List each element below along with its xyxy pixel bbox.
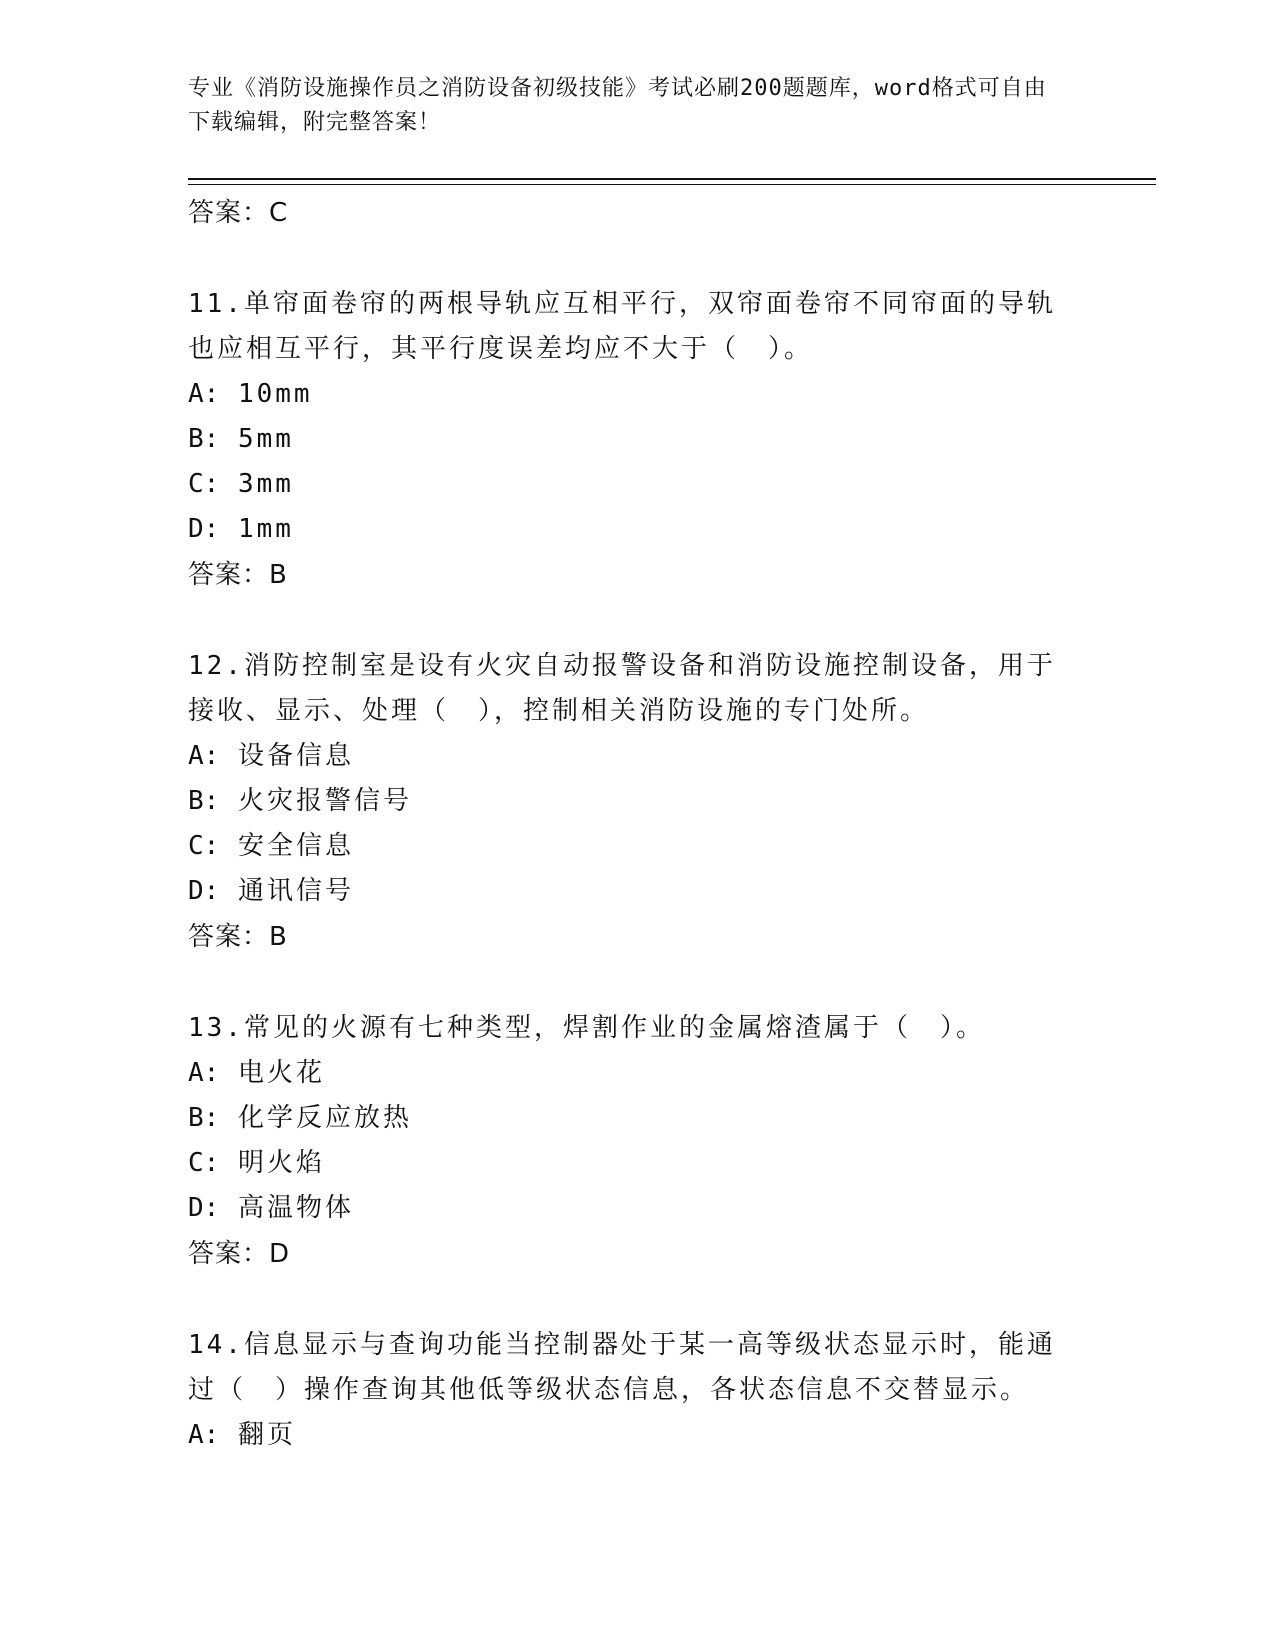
answer-line: 答案：D xyxy=(188,1239,291,1269)
option-label: B: xyxy=(188,424,220,454)
option-text: 5mm xyxy=(237,424,294,454)
option-label: C: xyxy=(188,1148,220,1178)
answer-line: 答案：C xyxy=(188,198,289,228)
question-stem: 13.常见的火源有七种类型，焊割作业的金属熔渣属于（ ）。 xyxy=(188,1013,985,1043)
option-text: 1mm xyxy=(237,514,294,544)
option-row xyxy=(188,507,1078,552)
header-divider xyxy=(188,178,1156,180)
option-text: 火灾报警信号 xyxy=(237,786,412,816)
question-stem: 11.单帘面卷帘的两根导轨应互相平行，双帘面卷帘不同帘面的导轨也应相互平行，其平行度误差均应不大于（ ）。 xyxy=(188,289,1056,364)
option-label: D: xyxy=(188,1193,220,1223)
option-label: A: xyxy=(188,1420,220,1450)
option-label: A: xyxy=(188,741,220,771)
option-text: 化学反应放热 xyxy=(237,1103,412,1133)
option-row xyxy=(188,1413,1078,1458)
option-label: A: xyxy=(188,379,220,409)
option-label: A: xyxy=(188,1058,220,1088)
option-text: 通讯信号 xyxy=(237,876,354,906)
option-row xyxy=(188,734,1078,779)
question-list xyxy=(188,190,1078,1458)
option-label: D: xyxy=(188,514,220,544)
option-row xyxy=(188,779,1078,824)
option-text: 设备信息 xyxy=(237,741,354,771)
header-divider-thin xyxy=(188,184,1156,185)
option-row xyxy=(188,417,1078,462)
option-text: 安全信息 xyxy=(237,831,354,861)
option-label: B: xyxy=(188,1103,220,1133)
question-block xyxy=(188,1323,1078,1458)
option-label: D: xyxy=(188,876,220,906)
question-block xyxy=(188,282,1078,598)
answer-line: 答案：B xyxy=(188,560,288,590)
option-row xyxy=(188,462,1078,507)
question-block xyxy=(188,1006,1078,1277)
question-stem: 14.信息显示与查询功能当控制器处于某一高等级状态显示时，能通过（ ）操作查询其他低等级状态信息，各状态信息不交替显示。 xyxy=(188,1330,1056,1405)
option-row xyxy=(188,1141,1078,1186)
option-text: 翻页 xyxy=(237,1420,296,1450)
question-block xyxy=(188,644,1078,960)
option-row xyxy=(188,869,1078,914)
option-label: C: xyxy=(188,831,220,861)
option-text: 高温物体 xyxy=(237,1193,354,1223)
option-label: B: xyxy=(188,786,220,816)
option-row xyxy=(188,1051,1078,1096)
option-row xyxy=(188,372,1078,417)
option-row xyxy=(188,1096,1078,1141)
document-header: 专业《消防设施操作员之消防设备初级技能》考试必刷200题题库，word格式可自由下载编辑，附完整答案！ xyxy=(188,76,1047,135)
option-label: C: xyxy=(188,469,220,499)
option-row xyxy=(188,1186,1078,1231)
answer-line: 答案：B xyxy=(188,922,288,952)
option-text: 电火花 xyxy=(237,1058,325,1088)
question-stem: 12.消防控制室是设有火灾自动报警设备和消防设施控制设备，用于接收、显示、处理（ ），控制相关消防设施的专门处所。 xyxy=(188,651,1056,726)
option-text: 3mm xyxy=(237,469,294,499)
option-text: 明火焰 xyxy=(237,1148,325,1178)
option-row xyxy=(188,824,1078,869)
option-text: 10mm xyxy=(237,379,313,409)
